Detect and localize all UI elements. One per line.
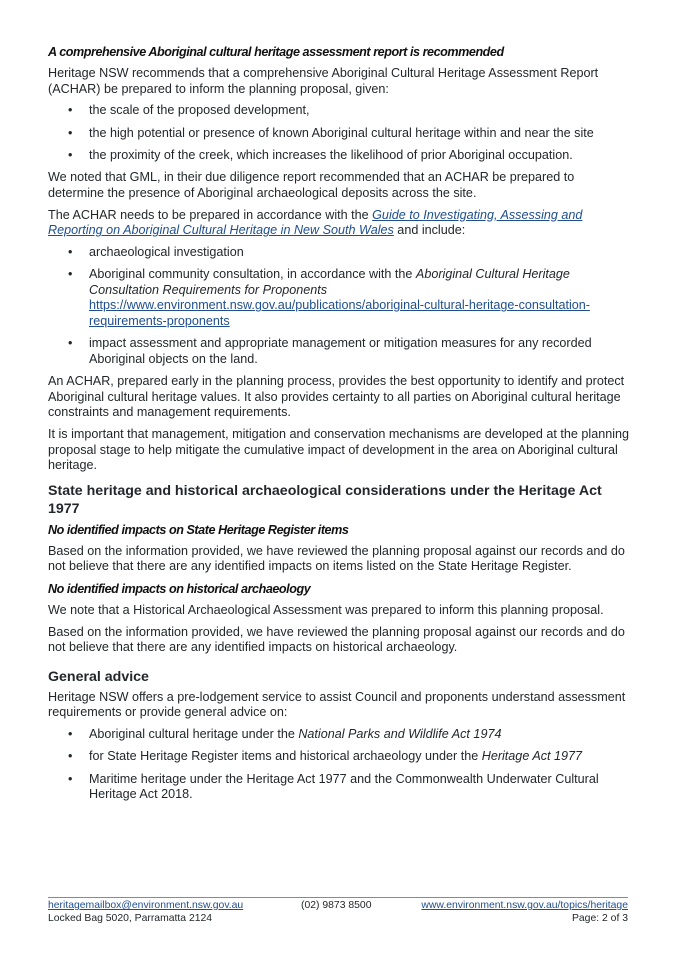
achar-early-paragraph: An ACHAR, prepared early in the planning process, provides the best opportunity to identify and protect Aboriginal cultural heritage values. It also provides certainty to all parties on Aboriginal cultural heritage constraints and management requirements. <box>48 374 625 420</box>
guide-link[interactable]: Guide to Investigating, Assessing and Reporting on Aboriginal Cultural Heritage in New South Wales <box>48 207 583 238</box>
page-footer <box>48 897 628 925</box>
footer-website-link[interactable]: www.environment.nsw.gov.au/topics/heritage <box>421 900 628 911</box>
state-heritage-heading: State heritage and historical archaeological considerations under the Heritage Act 1977 <box>48 482 602 517</box>
achar-intro-paragraph: Heritage NSW recommends that a comprehensive Aboriginal Cultural Heritage Assessment Report (ACHAR) be prepared to inform the planning proposal, given: <box>48 66 599 96</box>
bullet-icon: • <box>68 749 73 764</box>
bullet-icon: • <box>68 267 73 282</box>
historical-impacts-paragraph: Based on the information provided, we have reviewed the planning proposal against our records and do not believe that there are any identified impacts on historical archaeology. <box>48 624 625 655</box>
bullet-icon: • <box>68 771 73 786</box>
bullet-icon: • <box>68 244 73 259</box>
achar-includes-list <box>48 245 630 368</box>
list-item: • Maritime heritage under the Heritage Act 1977 and the Commonwealth Underwater Cultural Heritage Act 2018. <box>68 771 599 802</box>
footer-email-link[interactable]: heritagemailbox@environment.nsw.gov.au <box>48 900 244 911</box>
page-number: Page: 2 of 3 <box>571 912 628 924</box>
list-item: • Aboriginal community consultation, in accordance with the Aboriginal Cultural Heritage Consultation Requirements for Proponents https://www.environment.nsw.gov.au/publications/aboriginal-cultural-heritage-consultation-requirements-proponents <box>68 267 590 328</box>
bullet-icon: • <box>68 125 73 140</box>
list-item: • for State Heritage Register items and historical archaeology under the Heritage Act 1977 <box>68 749 583 764</box>
general-advice-list <box>48 727 630 803</box>
document-page <box>48 44 630 810</box>
bullet-icon: • <box>68 147 73 162</box>
bullet-icon: • <box>68 103 73 118</box>
shr-impacts-paragraph: Based on the information provided, we have reviewed the planning proposal against our records and do not believe that there are any identified impacts on items listed on the State Heritage Register. <box>48 543 625 574</box>
achar-recommended-subheading: A comprehensive Aboriginal cultural heritage assessment report is recommended <box>48 45 504 59</box>
list-item: • the scale of the proposed development, <box>68 103 310 118</box>
consultation-requirements-title: Aboriginal Cultural Heritage Consultation Requirements for Proponents <box>89 267 570 297</box>
list-item: • the high potential or presence of known Aboriginal cultural heritage within and near the site <box>68 125 594 140</box>
list-item: • the proximity of the creek, which increases the likelihood of prior Aboriginal occupation. <box>68 147 573 162</box>
achar-guide-paragraph: The ACHAR needs to be prepared in accordance with the Guide to Investigating, Assessing and Reporting on Aboriginal Cultural Heritage in New South Wales and include: <box>48 207 583 238</box>
general-advice-heading: General advice <box>48 668 149 685</box>
general-advice-intro: Heritage NSW offers a pre-lodgement service to assist Council and proponents understand assessment requirements or provide general advice on: <box>48 689 626 720</box>
consultation-requirements-link[interactable]: https://www.environment.nsw.gov.au/publications/aboriginal-cultural-heritage-consultation-requirements-proponents <box>89 298 590 328</box>
bullet-icon: • <box>68 336 73 351</box>
historical-archaeology-subheading: No identified impacts on historical archaeology <box>48 582 311 597</box>
list-item: • archaeological investigation <box>68 244 244 259</box>
reasons-list <box>48 103 630 163</box>
bullet-icon: • <box>68 727 73 741</box>
achar-important-paragraph: It is important that management, mitigation and conservation mechanisms are developed at the planning proposal stage to help mitigate the cumulative impact of development in the area on Aboriginal cultural heritage. <box>48 427 630 473</box>
footer-address: Locked Bag 5020, Parramatta 2124 <box>48 912 213 924</box>
historical-assessment-paragraph: We note that a Historical Archaeological Assessment was prepared to inform this planning proposal. <box>48 603 604 618</box>
footer-phone: (02) 9873 8500 <box>301 900 372 911</box>
gml-note-paragraph: We noted that GML, in their due diligence report recommended that an ACHAR be prepared to determine the presence of Aboriginal archaeological deposits across the site. <box>48 170 575 200</box>
list-item: • Aboriginal cultural heritage under the National Parks and Wildlife Act 1974 <box>68 727 502 741</box>
shr-impacts-subheading: No identified impacts on State Heritage Register items <box>48 522 349 537</box>
list-item: • impact assessment and appropriate management or mitigation measures for any recorded Aboriginal objects on the land. <box>68 336 592 366</box>
